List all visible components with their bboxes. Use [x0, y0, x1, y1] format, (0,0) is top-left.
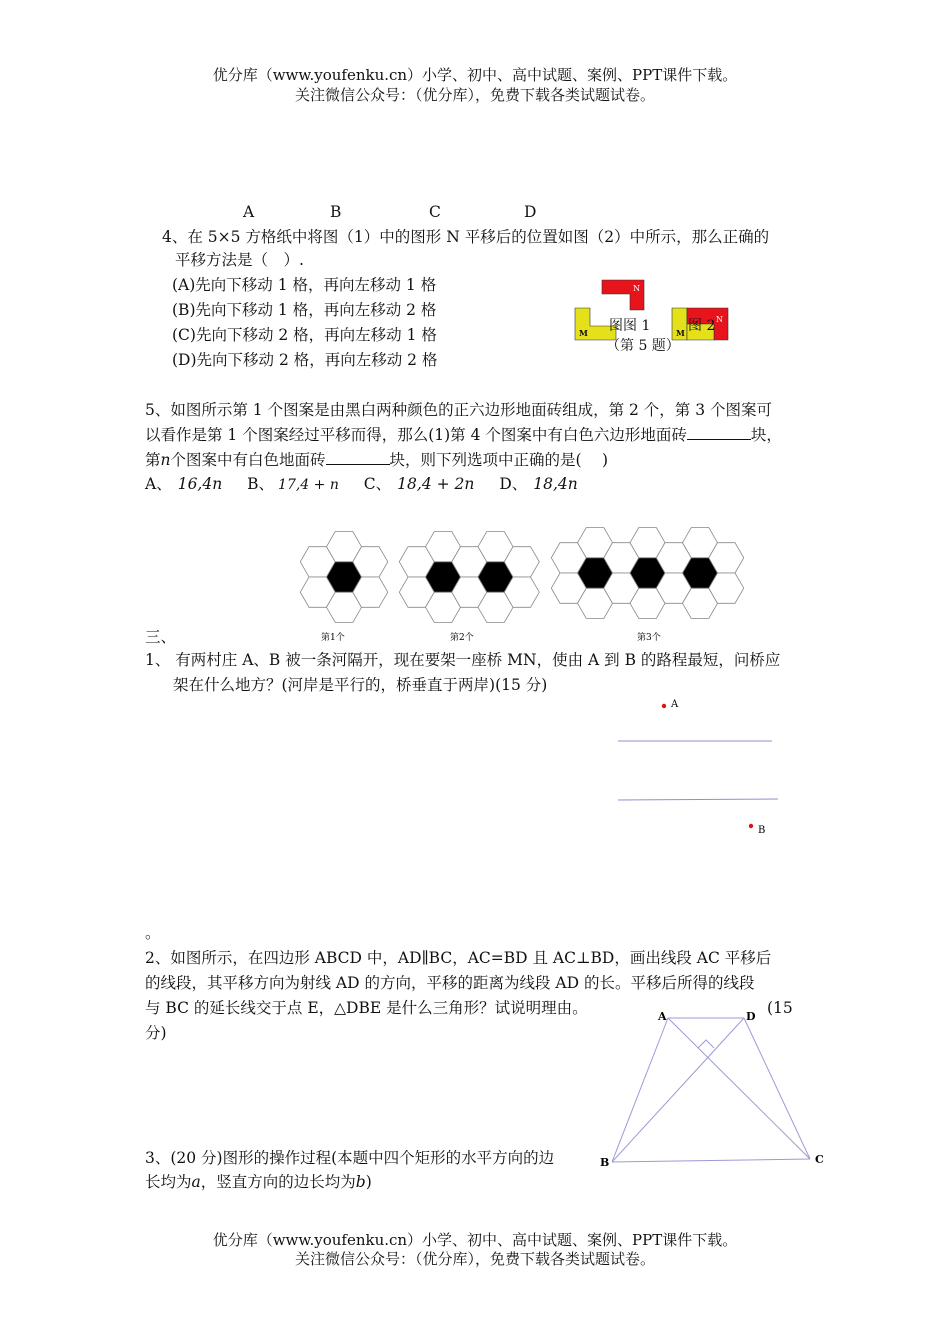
q4-option-a: (A)先向下移动 1 格，再向左移动 1 格: [172, 276, 437, 294]
label-m-fig1: M: [579, 328, 588, 338]
q5-line3-prefix: 第: [145, 451, 161, 469]
q3-line2-prefix: 长均为: [145, 1173, 192, 1191]
q5-stem-line-1: 5、如图所示第 1 个图案是由黑白两种颜色的正六边形地面砖组成，第 2 个，第 3 个图案可: [145, 401, 773, 419]
s3-q2-line-4: 分): [145, 1024, 167, 1042]
q5-option-d-label: D、: [499, 475, 528, 493]
q4-stem-line-2: 平移方法是（ ）.: [175, 251, 304, 269]
label-n-fig1: N: [633, 284, 640, 293]
q5-line2-tail: 块，: [750, 426, 782, 444]
q5-option-b-value: 17,4 + n: [278, 477, 339, 493]
fig2-label: 图 2: [688, 318, 716, 334]
footer-line-1: 优分库（www.youfenku.cn）小学、初中、高中试题、案例、PPT课件下载。: [212, 1231, 738, 1249]
q5-stem-line-2: [145, 423, 782, 448]
s3-q1-line-1: 1、 有两村庄 A、B 被一条河隔开，现在要架一座桥 MN，使由 A 到 B 的路程最短，问桥应: [145, 651, 781, 669]
q4-stem-line-1: 4、在 5×5 方格纸中将图（1）中的图形 N 平移后的位置如图（2）中所示，那么正确的: [162, 228, 770, 246]
segment-dc: [744, 1018, 810, 1159]
period-mark: 。: [145, 924, 161, 942]
pattern-caption-3: 第3个: [637, 633, 661, 643]
village-a-label: A: [671, 699, 679, 710]
footer-line-2: 关注微信公众号：（优分库），免费下载各类试题试卷。: [294, 1250, 655, 1268]
fig-caption: （第 5 题）: [606, 338, 680, 354]
vertex-a-label: A: [658, 1010, 667, 1023]
pattern-caption-2: 第2个: [450, 633, 474, 643]
q5-option-b-label: B、: [247, 475, 275, 493]
q5-line2-text: 以看作是第 1 个图案经过平移而得，那么(1)第 4 个图案中有白色六边形地面砖: [145, 426, 687, 444]
q3-line2-tail: ): [365, 1173, 372, 1191]
s3-q3-line-2: [145, 1170, 372, 1195]
s3-q2-line-3: 与 BC 的延长线交于点 E，△DBE 是什么三角形？试说明理由。: [145, 999, 588, 1017]
q5-line3-tail: 块，则下列选项中正确的是( ): [389, 451, 609, 469]
q5-option-c-label: C、: [363, 475, 392, 493]
segment-bc: [612, 1159, 810, 1162]
vertex-c-label: C: [815, 1153, 824, 1166]
q4-option-c: (C)先向下移动 2 格，再向左移动 1 格: [172, 326, 437, 344]
hexagon-patterns: [290, 522, 760, 652]
answer-blank-2[interactable]: [326, 450, 390, 465]
choice-label-b: B: [330, 203, 342, 221]
label-n-fig2: N: [716, 315, 723, 324]
s3-q2-score: (15: [767, 999, 793, 1017]
vertex-d-label: D: [746, 1010, 756, 1023]
answer-blank-1[interactable]: [687, 425, 751, 440]
q5-stem-line-3: [145, 448, 608, 473]
q5-option-a-label: A、: [145, 475, 172, 493]
header-line-2: 关注微信公众号：（优分库），免费下载各类试题试卷。: [294, 86, 655, 104]
q5-options: [145, 472, 578, 498]
q3-variable-a: a: [191, 1173, 201, 1191]
header-line-1: 优分库（www.youfenku.cn）小学、初中、高中试题、案例、PPT课件下载。: [212, 66, 738, 84]
diagonal-ac: [668, 1018, 810, 1159]
q5-line3-text: 个图案中有白色地面砖: [170, 451, 326, 469]
choice-label-d: D: [524, 203, 537, 221]
q5-option-c-value: 18,4 + 2n: [397, 475, 475, 493]
choice-label-c: C: [429, 203, 441, 221]
s3-q2-line-1: 2、如图所示，在四边形 ABCD 中，AD∥BC，AC=BD 且 AC⊥BD，画出线段 AC 平移后: [145, 949, 772, 967]
q3-line2-middle: ，竖直方向的边长均为: [200, 1173, 356, 1191]
q3-variable-b: b: [355, 1173, 366, 1191]
choice-label-a: A: [243, 203, 255, 221]
q5-option-d-value: 18,4n: [533, 475, 578, 493]
vertex-b-label: B: [600, 1156, 610, 1169]
s3-q3-line-1: 3、(20 分)图形的操作过程(本题中四个矩形的水平方向的边: [145, 1149, 555, 1167]
s3-q2-line-2: 的线段，其平移方向为射线 AD 的方向，平移的距离为线段 AD 的长。平移后所得的线段: [145, 974, 755, 992]
q4-option-b: (B)先向下移动 1 格，再向左移动 2 格: [172, 301, 437, 319]
s3-q1-line-2: 架在什么地方？(河岸是平行的，桥垂直于两岸)(15 分): [173, 676, 548, 694]
label-m-fig2: M: [676, 328, 685, 338]
riverbank-bottom: [618, 799, 778, 800]
pattern-caption-1: 第1个: [321, 633, 345, 643]
section-3-title: 三、: [145, 628, 177, 646]
q4-option-d: (D)先向下移动 2 格，再向左移动 2 格: [172, 351, 438, 369]
q5-option-a-value: 16,4n: [177, 475, 223, 493]
hexagon-group: [300, 528, 744, 623]
right-angle-mark: [698, 1040, 714, 1048]
river-figure: [600, 690, 790, 840]
village-b-point: [749, 824, 753, 828]
segment-ab: [612, 1018, 668, 1162]
village-a-point: [662, 704, 666, 708]
quadrilateral-figure: [596, 1004, 830, 1170]
village-b-label: B: [758, 825, 766, 836]
diagonal-bd: [612, 1018, 744, 1162]
fig1-label: 图图 1: [609, 318, 651, 334]
q5-line3-n: n: [160, 451, 171, 469]
